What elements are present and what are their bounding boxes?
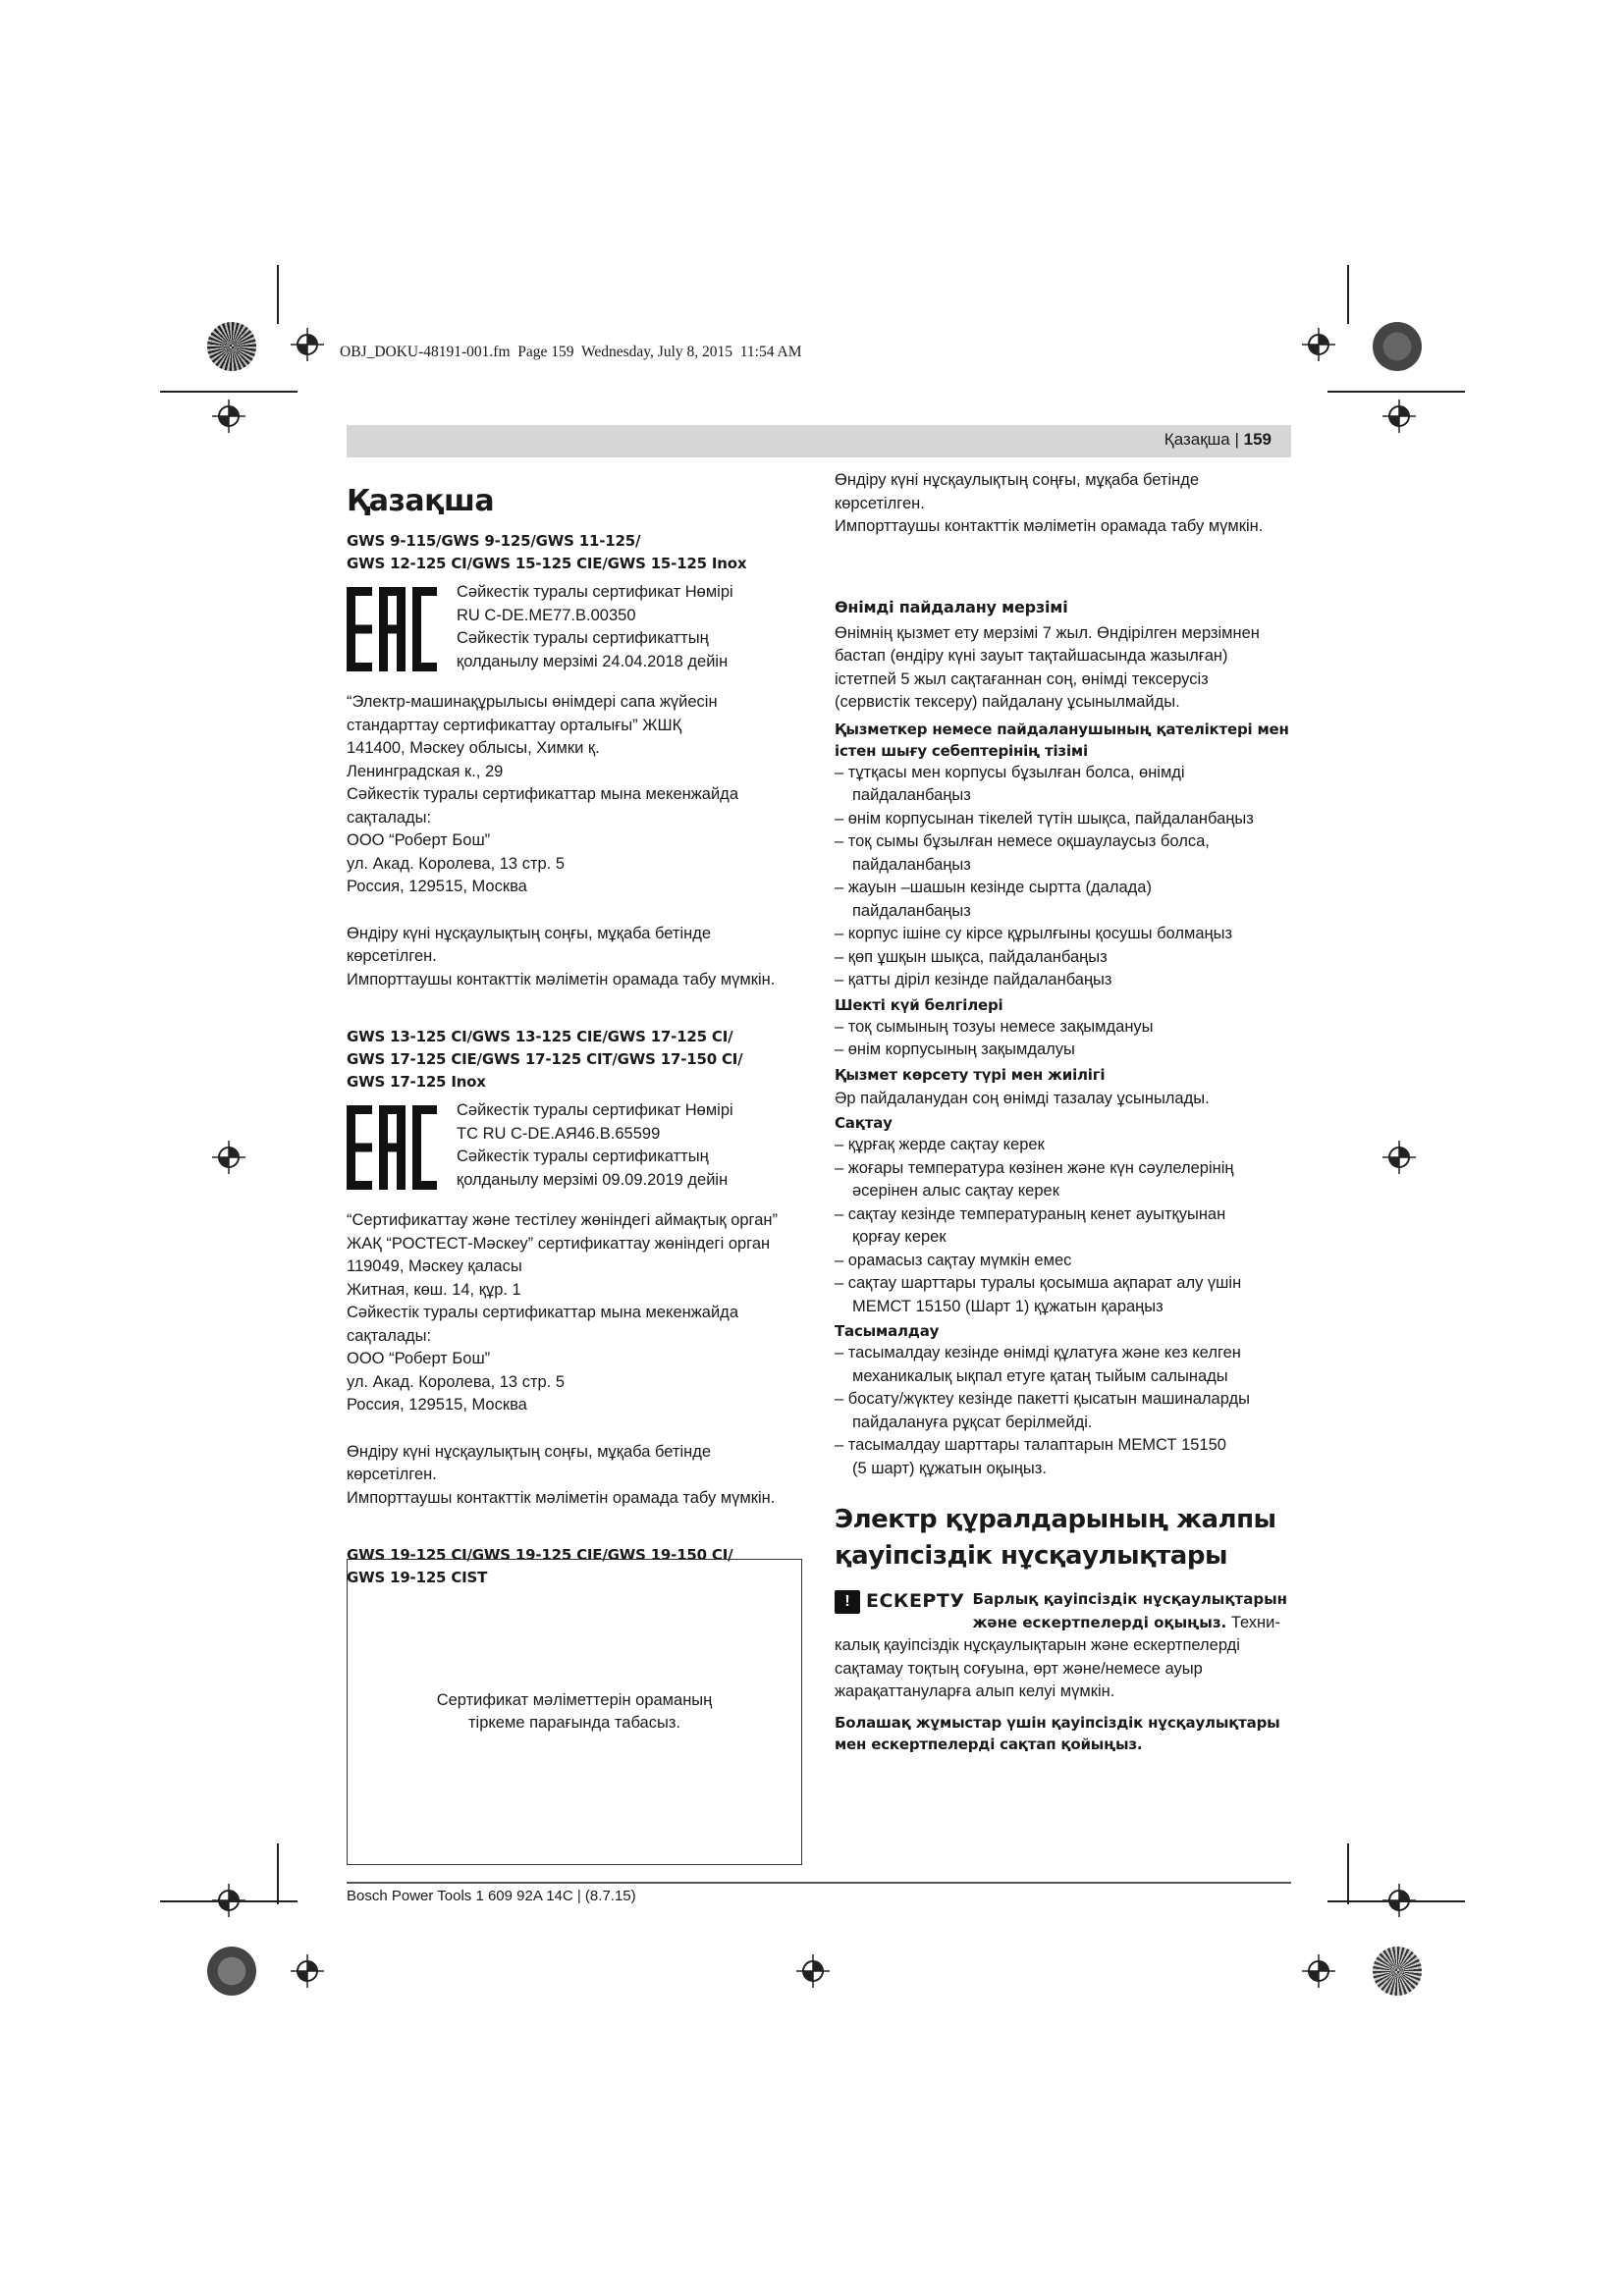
eac-logo-icon xyxy=(347,587,437,671)
page-header xyxy=(1164,430,1272,450)
transport-list xyxy=(835,1342,1291,1480)
model-block-2 xyxy=(347,1026,803,1510)
list-item: – құрғақ жерде сақтау керек xyxy=(835,1136,1045,1153)
color-bar-disc-icon xyxy=(207,322,256,371)
registration-mark-icon xyxy=(796,1954,830,1988)
color-bar-disc-icon xyxy=(207,1947,256,1996)
registration-mark-icon xyxy=(212,1141,245,1174)
save-instructions-note: Болашақ жұмыстар үшін қауіпсіздік нұсқаулықтары мен ескертпелерді сақтап қойыңыз. xyxy=(835,1713,1280,1753)
list-item: – тұтқасы мен корпусы бұзылған болса, өнімді пайдаланбаңыз xyxy=(835,763,1185,804)
limit-state-heading: Шекті күй белгілері xyxy=(835,995,1003,1014)
model-list: GWS 13-125 CI/GWS 13-125 CIE/GWS 17-125 CI/ GWS 17-125 CIE/GWS 17-125 CIT/GWS 17-150 CI/ GWS 17-125 Inox xyxy=(347,1028,743,1091)
page-title: Қазақша xyxy=(347,484,495,518)
manufacture-date-note: Өндіру күні нұсқаулықтың соңғы, мұқаба бетінде көрсетілген. Импорттаушы контакттік мәліметін орамада табу мүмкін. xyxy=(347,924,776,988)
service-life-heading: Өнімді пайдалану мерзімі xyxy=(835,597,1068,616)
list-item: – сақтау кезінде температураның кенет ауытқуынан қорғау керек xyxy=(835,1204,1226,1246)
list-item: – босату/жүктеу кезінде пакетті қысатын машиналарды пайдалануға рұқсат берілмейді. xyxy=(835,1390,1250,1431)
list-item: – өнім корпусынан тікелей түтін шықса, пайдаланбаңыз xyxy=(835,809,1254,828)
limit-state-list xyxy=(835,1016,1291,1062)
model-block-1 xyxy=(347,530,803,991)
service-life-text: Өнімнің қызмет ету мерзімі 7 жыл. Өндірілген мерзімнен бастап (өндіру күні зауыт тақтайшасында жазылған) істетпей 5 жыл сақтағаннан соң, өнімді тексерусіз (сервистік тексеру) пайдалану ұсынылмайды. xyxy=(835,623,1260,711)
warning-paragraph: ! ЕСКЕРТУ Барлық қауіпсіздік нұсқаулықтарын және ескертпелерді оқыңыз. Техни- калық қауіпсіздік нұсқаулықтарын және ескертпелерді сақтамау тоқтың соғуына, өрт және/немесе ауыр жарақаттануларға алып келуі мүмкін. xyxy=(835,1590,1288,1700)
list-item: – тасымалдау кезінде өнімді құлатуға және кез келген механикалық ықпал етуге қатаң тыйым салынады xyxy=(835,1344,1241,1385)
left-column xyxy=(347,469,803,1589)
certificate xyxy=(347,1099,803,1209)
page-footer: Bosch Power Tools 1 609 92A 14C | (8.7.15) xyxy=(347,1888,636,1904)
color-bar-disc-icon xyxy=(1373,322,1422,371)
model-list: GWS 9-115/GWS 9-125/GWS 11-125/ GWS 12-125 CI/GWS 15-125 CIE/GWS 15-125 Inox xyxy=(347,532,747,572)
registration-mark-icon xyxy=(1302,328,1335,361)
list-item: – орамасыз сақтау мүмкін емес xyxy=(835,1251,1072,1269)
warning-label xyxy=(835,1590,964,1614)
certification-body-address: “Электр-машинақұрылысы өнімдері сапа жүйесін стандарттау сертификаттау орталығы” ЖШҚ 141400, Мәскеу облысы, Химки қ. Ленинградская к., 29 Сәйкестік туралы сертификаттар мына мекенжайда сақталады: ООО “Роберт Бош” ул. Акад. Королева, 13 стр. 5 Россия, 129515, Москва xyxy=(347,693,738,895)
registration-mark-icon xyxy=(1382,400,1416,433)
certificate-info: Сәйкестік туралы сертификат Нөмірі TC RU C-DE.АЯ46.В.65599 Сәйкестік туралы сертификаттың қолданылу мерзімі 09.09.2019 дейін xyxy=(457,1101,733,1189)
manufacture-date-note: Өндіру күні нұсқаулықтың соңғы, мұқаба бетінде көрсетілген. Импорттаушы контакттік мәліметін орамада табу мүмкін. xyxy=(347,1442,776,1507)
list-item: – қөп ұшқын шықса, пайдаланбаңыз xyxy=(835,947,1108,966)
certification-body-address: “Сертификаттау және тестілеу жөніндегі аймақтық орган” ЖАҚ “РОСТЕСТ-Мәскеу” сертификаттау жөніндегі орган 119049, Мәскеу қаласы Житная, көш. 14, құр. 1 Сәйкестік туралы сертификаттар мына мекенжайда сақталады: ООО “Роберт Бош” ул. Акад. Королева, 13 стр. 5 Россия, 129515, Москва xyxy=(347,1211,778,1414)
storage-heading: Сақтау xyxy=(835,1114,893,1132)
registration-mark-icon xyxy=(212,400,245,433)
eac-logo-icon xyxy=(347,1105,437,1190)
file-header: OBJ_DOKU-48191-001.fm Page 159 Wednesday, July 8, 2015 11:54 AM xyxy=(340,344,802,360)
errors-heading: Қызметкер немесе пайдаланушының қателіктері мен істен шығу себептерінің тізімі xyxy=(835,720,1289,760)
page-header-bar xyxy=(347,425,1291,457)
footer-rule xyxy=(347,1882,1291,1884)
list-item: – өнім корпусының зақымдалуы xyxy=(835,1041,1075,1058)
transport-heading: Тасымалдау xyxy=(835,1322,940,1340)
registration-mark-icon xyxy=(291,1954,324,1988)
registration-mark-icon xyxy=(1382,1141,1416,1174)
list-item: – тоқ сымының тозуы немесе зақымдануы xyxy=(835,1017,1154,1036)
list-item: – жоғары температура көзінен және күн сәулелерінің әсерінен алыс сақтау керек xyxy=(835,1158,1234,1200)
list-item: – жауын –шашын кезінде сыртта (далада) пайдаланбаңыз xyxy=(835,879,1152,920)
safety-heading: Электр құралдарының жалпы қауіпсіздік нұсқаулықтары xyxy=(835,1505,1276,1571)
model-list: GWS 19-125 CI/GWS 19-125 CIE/GWS 19-150 CI/ GWS 19-125 CIST xyxy=(347,1546,733,1586)
manufacture-date-note: Өндіру күні нұсқаулықтың соңғы, мұқаба бетінде көрсетілген. Импорттаушы контакттік мәліметін орамада табу мүмкін. xyxy=(835,471,1264,535)
page-number: 159 xyxy=(1243,430,1272,449)
warning-triangle-icon: ! xyxy=(835,1590,860,1614)
warning-word: ЕСКЕРТУ xyxy=(866,1590,965,1613)
header-section: Қазақша xyxy=(1164,430,1230,449)
errors-list xyxy=(835,762,1291,992)
list-item: – корпус ішіне су кірсе құрылғыны қосушы болмаңыз xyxy=(835,925,1233,942)
registration-mark-icon xyxy=(291,328,324,361)
certificate-info-box: Сертификат мәліметтерін ораманың тіркеме парағында табасыз. xyxy=(347,1559,802,1865)
list-item: – сақтау шарттары туралы қосымша ақпарат алу үшін МЕМСТ 15150 (Шарт 1) құжатын қараңыз xyxy=(835,1274,1242,1315)
header-separator: | xyxy=(1229,430,1244,449)
list-item: – тоқ сымы бұзылған немесе оқшаулаусыз болса, пайдаланбаңыз xyxy=(835,832,1210,874)
right-column xyxy=(835,469,1291,1755)
service-text: Әр пайдаланудан соң өнімді тазалау ұсынылады. xyxy=(835,1089,1210,1107)
list-item: – қатты діріл кезінде пайдаланбаңыз xyxy=(835,971,1112,988)
service-heading: Қызмет көрсету түрі мен жиілігі xyxy=(835,1065,1106,1084)
certificate xyxy=(347,581,803,691)
registration-mark-icon xyxy=(1302,1954,1335,1988)
certificate-info: Сәйкестік туралы сертификат Нөмірі RU C-DE.ME77.B.00350 Сәйкестік туралы сертификаттың қолданылу мерзімі 24.04.2018 дейін xyxy=(457,583,733,670)
storage-list xyxy=(835,1134,1291,1318)
registration-mark-icon xyxy=(212,1884,245,1917)
list-item: – тасымалдау шарттары талаптарын МЕМСТ 15150 (5 шарт) құжатын оқыңыз. xyxy=(835,1436,1226,1477)
warning-lead: Барлық қауіпсіздік нұсқаулықтарын және ескертпелерді оқыңыз. xyxy=(972,1590,1288,1631)
registration-mark-icon xyxy=(1382,1884,1416,1917)
color-bar-disc-icon xyxy=(1373,1947,1422,1996)
